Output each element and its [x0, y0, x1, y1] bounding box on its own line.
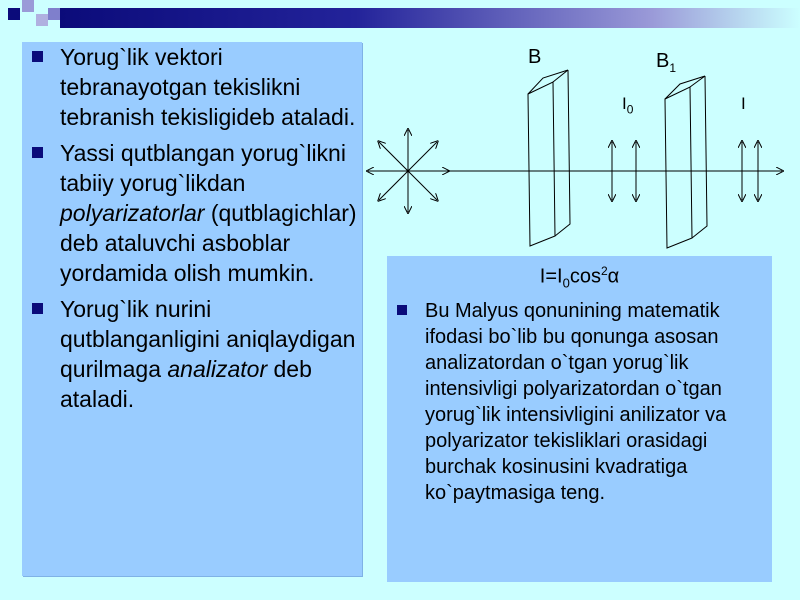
label-i0-main: I — [622, 94, 627, 113]
list-item — [387, 298, 765, 506]
bullet-text: Yorug`lik vektori tebranayotgan tekislikni tebranish tekisligideb ataladi. — [60, 44, 356, 130]
bullet-text: deb ataladi. — [60, 356, 312, 412]
right-bullet-list — [387, 298, 765, 506]
bullet-square-icon — [397, 305, 407, 315]
label-intensity-i0 — [622, 94, 633, 116]
label-i0-sub: 0 — [626, 102, 634, 117]
right-text-panel — [387, 256, 772, 582]
formula-sup: 2 — [600, 264, 608, 278]
formula-sub: 0 — [562, 275, 570, 291]
bullet-text: Bu Malyus qonunining matematik ifodasi bo`lib bu qonunga asosan analizatordan o`tgan yorug`lik intensivligi polyarizatordan o`tgan yorug`lik intensivligini anilizator va polyarizator tekisliklari orasidagi burchak kosinusini kvadratiga ko`paytmasiga teng. — [425, 300, 727, 504]
label-polarizer-b: B — [528, 46, 542, 68]
formula-cos: cos — [569, 265, 601, 288]
malus-law-formula — [387, 264, 772, 291]
formula-alpha: α — [607, 265, 620, 288]
formula-lhs: I=I — [539, 265, 563, 288]
polarizer-plate-b — [528, 70, 570, 246]
label-b1-main: B — [656, 50, 670, 72]
italic-term: polyarizatorlar — [60, 200, 205, 226]
label-intensity-i: I — [741, 94, 746, 113]
label-analyzer-b1 — [656, 50, 676, 75]
analyzer-plate-b1 — [665, 76, 707, 248]
bullet-text: Yorug`lik nurini qutblanganligini aniqlaydigan qurilmaga — [60, 296, 356, 382]
bullet-text: Yassi qutblangan yorug`likni tabiiy yorug`likdan — [60, 140, 346, 196]
label-b1-sub: 1 — [669, 61, 677, 75]
natural-light-symbol — [368, 130, 448, 212]
bullet-text: (qutblagichlar) deb ataluvchi asboblar yordamida olish mumkin. — [60, 200, 357, 286]
italic-term: analizator — [167, 356, 268, 382]
